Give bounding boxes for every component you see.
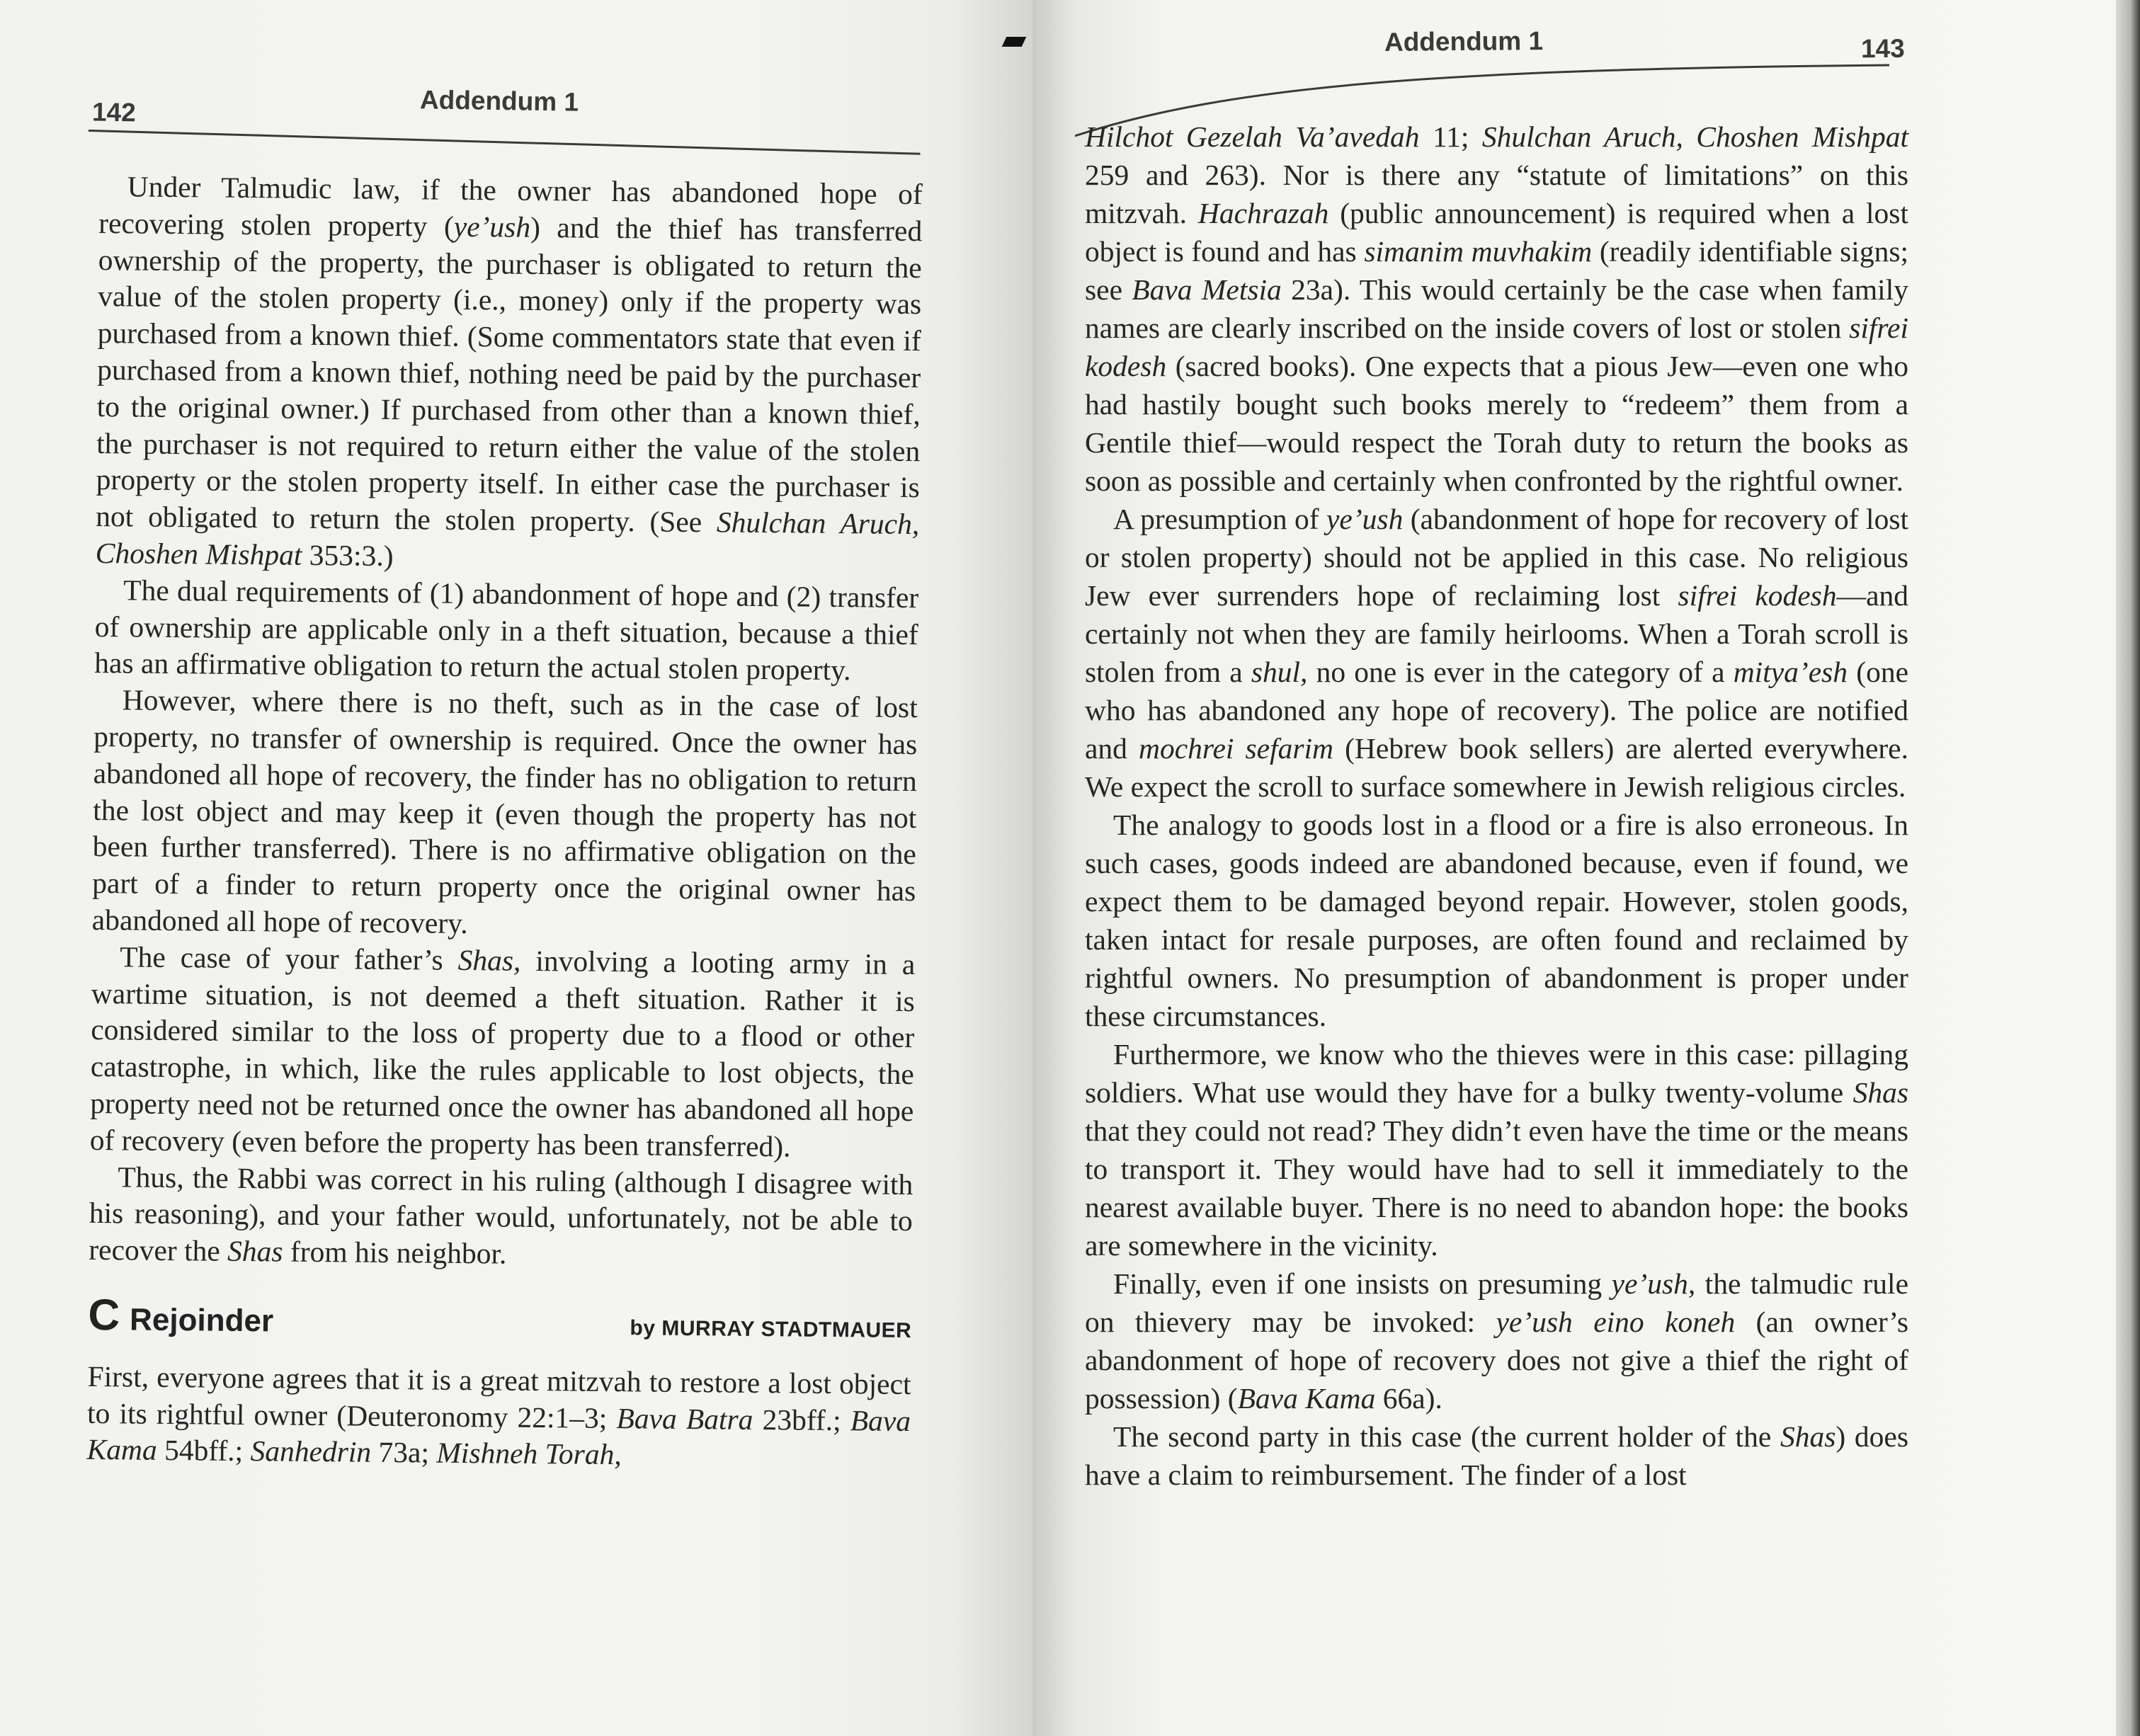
italic-term: sifrei kodesh bbox=[1085, 312, 1908, 382]
text-run: from his neighbor. bbox=[283, 1235, 507, 1270]
text-run: 23bff.; bbox=[753, 1403, 851, 1437]
paragraph-list bbox=[89, 169, 923, 1277]
text-run: 259 and 263). Nor is there any “statute of limitations” on this mitzvah. bbox=[1085, 159, 1908, 229]
text-run: 11; bbox=[1419, 120, 1482, 153]
text-run: that they could not read? They didn’t even have the time or the means to transport it. They would have had to sell it immediately to the nearest available buyer. There is no need to abandon hope: the books are somewhere in the vicinity. bbox=[1085, 1114, 1908, 1262]
italic-term: sifrei kodesh bbox=[1678, 579, 1837, 612]
paragraph bbox=[1085, 1035, 1908, 1264]
text-run: Furthermore, we know who the thieves were in this case: pillaging soldiers. What use would they have for a bulky twenty-volume bbox=[1085, 1038, 1908, 1109]
paragraph bbox=[86, 1359, 911, 1477]
paragraph bbox=[89, 1158, 913, 1277]
text-run: (one who has abandoned any hope of recovery). The police are notified and bbox=[1085, 656, 1908, 765]
header-rule bbox=[89, 130, 921, 155]
text-run: Under Talmudic law, if the owner has abandoned hope of recovering stolen property ( bbox=[98, 170, 923, 243]
italic-term: mitya’esh bbox=[1733, 656, 1848, 688]
italic-term: ye’ush bbox=[1326, 503, 1404, 535]
section-title: Rejoinder bbox=[129, 1302, 274, 1339]
paragraph bbox=[1085, 500, 1908, 806]
section-letter: C bbox=[88, 1290, 120, 1340]
text-run: (public announcement) is required when a lost object is found and has bbox=[1085, 197, 1908, 268]
paragraph bbox=[1085, 1264, 1908, 1417]
text-run: (sacred books). One expects that a pious Jew—even one who had hastily bought such books merely to “redeem” them from a Gentile thief—would respect the Torah duty to return the books as soon as possible and certainly when confronted by the rightful owner. bbox=[1085, 350, 1908, 497]
paragraph bbox=[1085, 118, 1908, 500]
section-paragraph bbox=[86, 1359, 911, 1477]
text-run: (abandonment of hope for recovery of lost or stolen property) should not be applied in this case. No religious Jew ever surrenders hope of reclaiming lost bbox=[1085, 503, 1908, 612]
paragraph bbox=[1085, 1417, 1908, 1494]
left-page bbox=[0, 0, 1032, 1736]
text-run: The dual requirements of (1) abandonment of hope and (2) transfer of ownership are applicable only in a theft situation, because a thief has an affirmative obligation to return the actual stolen property. bbox=[94, 573, 919, 687]
text-run: However, where there is no theft, such as in the case of lost property, no transfer of ownership is required. Once the owner has abandoned all hope of recovery, the finder has no obligation to return the lost object and may keep it (even though the property has not been further transferred). There is no affirmative obligation on the part of a finder to return property once the original owner has abandoned all hope of recovery. bbox=[91, 683, 918, 940]
text-run: the talmudic rule on thievery may be invoked: bbox=[1085, 1267, 1908, 1338]
text-run: The second party in this case (the current holder of the bbox=[1113, 1420, 1780, 1453]
italic-term: Hilchot Gezelah Va’avedah bbox=[1085, 120, 1420, 153]
text-run: First, everyone agrees that it is a great mitzvah to restore a lost object to its rightful owner (Deuteronomy 22:1–3; bbox=[86, 1359, 911, 1434]
italic-term: ye’ush eino koneh bbox=[1496, 1306, 1736, 1338]
paragraph bbox=[94, 572, 918, 690]
italic-term: simanim muvhakim bbox=[1364, 235, 1593, 268]
italic-term: Shas bbox=[227, 1234, 283, 1268]
text-run: 73a; bbox=[370, 1436, 437, 1469]
text-run: (readily identifiable signs; see bbox=[1085, 235, 1908, 306]
paragraph bbox=[92, 682, 918, 947]
italic-term: Bava Metsia bbox=[1132, 273, 1282, 306]
text-run: Finally, even if one insists on presuming bbox=[1113, 1267, 1612, 1300]
text-run: The case of your father’s bbox=[120, 940, 458, 976]
text-run: ) does have a claim to reimbursement. The finder of a lost bbox=[1085, 1420, 1909, 1491]
running-head: Addendum 1 bbox=[419, 85, 579, 117]
italic-term: Bava Kama bbox=[1237, 1382, 1376, 1415]
italic-term: mochrei sefarim bbox=[1139, 732, 1334, 765]
text-run: 353:3.) bbox=[302, 538, 394, 572]
italic-term: Shas, bbox=[457, 943, 521, 977]
page-number: 143 bbox=[1860, 33, 1905, 64]
italic-term: Bava Batra bbox=[616, 1401, 753, 1436]
italic-term: ye’ush, bbox=[1611, 1267, 1696, 1300]
page-edge bbox=[2116, 0, 2140, 1736]
paragraph-list bbox=[1085, 118, 1908, 1494]
italic-term: Shas bbox=[1780, 1420, 1836, 1453]
section-byline: by MURRAY STADTMAUER bbox=[630, 1316, 912, 1342]
text-run: (Hebrew book sellers) are alerted everywhere. We expect the scroll to surface somewhere in Jewish religious circles. bbox=[1085, 732, 1908, 803]
text-run: 54bff.; bbox=[156, 1434, 251, 1468]
text-run: —and certainly not when they are family heirlooms. When a Torah scroll is stolen from a bbox=[1085, 579, 1908, 688]
italic-term: Bava Kama bbox=[86, 1403, 911, 1467]
text-run: ) and the thief has transferred ownership of the property, the purchaser is obligated to return the value of the stolen property (i.e., money) only if the property was purchased from a known thief. (Some commentators state that even if purchased from a known thief, nothing need be paid by the purchaser to the original owner.) If purchased from other than a known thief, the purchaser is not required to return either the value of the stolen property or the stolen property itself. In either case the purchaser is not obligated to return the stolen property. (See bbox=[96, 210, 923, 539]
italic-term: Sanhedrin bbox=[250, 1434, 372, 1469]
paragraph bbox=[90, 939, 916, 1167]
italic-term: Shulchan Aruch, Choshen Mishpat bbox=[95, 506, 920, 571]
text-run: involving a looting army in a wartime situation, is not deemed a theft situation. Rather it is considered similar to the loss of property due to a flood or other catastrophe, in which, like the rules applicable to lost objects, the property need not be returned once the owner has abandoned all hope of recovery (even before the property has been transferred). bbox=[89, 944, 916, 1163]
section-heading bbox=[88, 1290, 912, 1349]
italic-term: ye’ush bbox=[453, 210, 531, 244]
text-run: The analogy to goods lost in a flood or a fire is also erroneous. In such cases, goods indeed are abandoned because, even if found, we expect them to be damaged beyond repair. However, stolen goods, taken intact for resale purposes, are often found and reclaimed by rightful owners. No presumption of abandonment is proper under these circumstances. bbox=[1085, 809, 1908, 1032]
text-run: (an owner’s abandonment of hope of recovery does not give a thief the right of possession) ( bbox=[1085, 1306, 1908, 1415]
text-run: A presumption of bbox=[1113, 503, 1327, 535]
running-head: Addendum 1 bbox=[1384, 26, 1544, 57]
italic-term: Shas bbox=[1852, 1076, 1908, 1109]
left-body-text bbox=[86, 169, 923, 1476]
text-run: no one is ever in the category of a bbox=[1307, 656, 1734, 688]
right-page bbox=[1032, 0, 2116, 1736]
paragraph bbox=[96, 169, 923, 580]
paragraph bbox=[1085, 806, 1908, 1035]
italic-term: Shulchan Aruch, Choshen Mishpat bbox=[1481, 120, 1908, 153]
text-run: 23a). This would certainly be the case when family names are clearly inscribed on the inside covers of lost or stolen bbox=[1085, 273, 1908, 344]
text-run: Thus, the Rabbi was correct in his ruling (although I disagree with his reasoning), and your father would, unfortunately, not be able to recover the bbox=[89, 1160, 914, 1267]
italic-term: Mishneh Torah, bbox=[436, 1436, 622, 1471]
right-body-text bbox=[1085, 118, 1908, 1494]
page-number: 142 bbox=[91, 97, 137, 127]
text-run: 66a). bbox=[1375, 1382, 1442, 1415]
italic-term: shul, bbox=[1251, 656, 1308, 688]
italic-term: Hachrazah bbox=[1197, 197, 1329, 229]
